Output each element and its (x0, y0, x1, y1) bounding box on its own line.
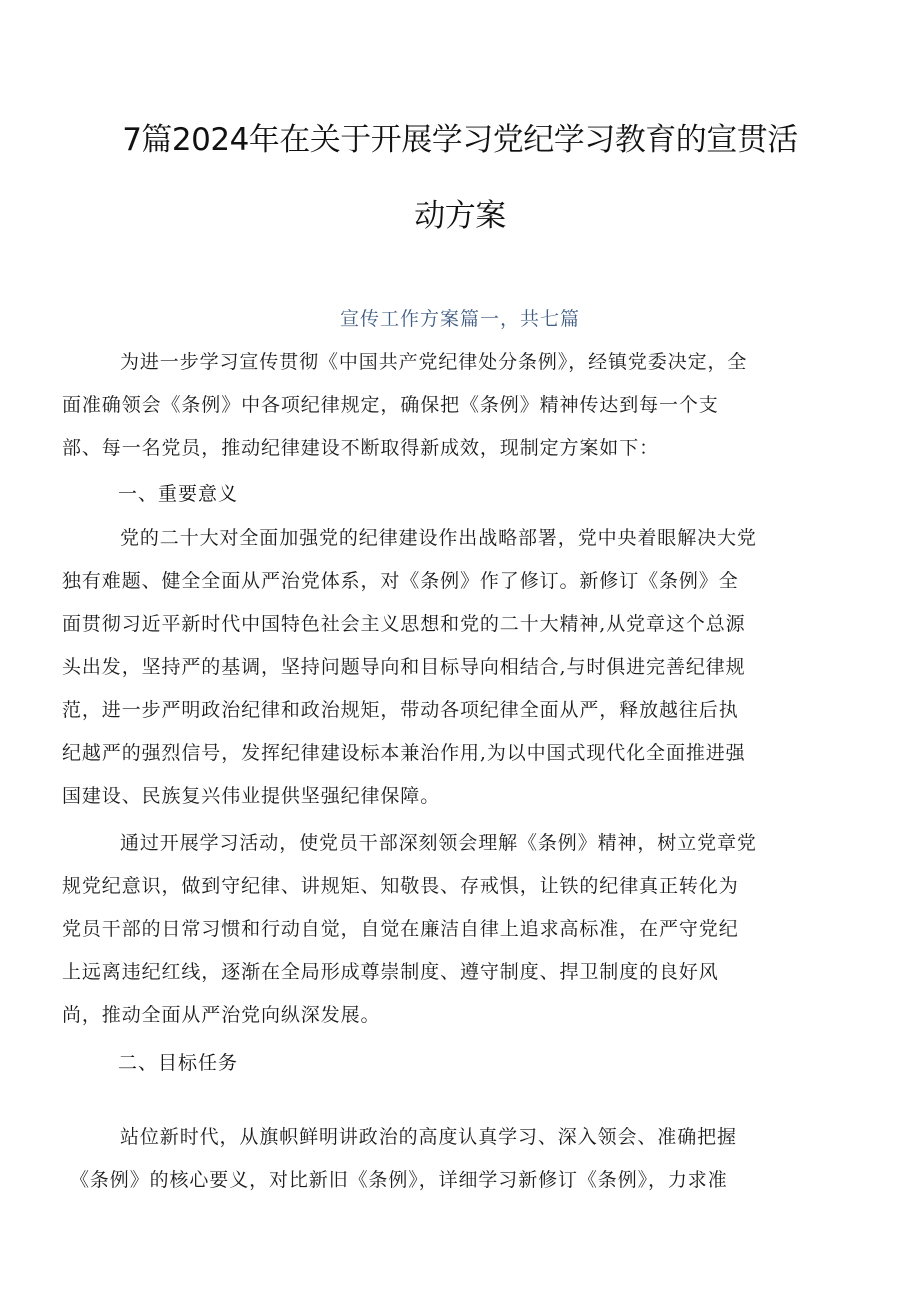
section1-para1-line: 独有难题、健全全面从严治党体系，对《条例》作了修订。新修订《条例》全 (62, 570, 739, 592)
intro-line: 为进一步学习宣传贯彻《中国共产党纪律处分条例》，经镇党委决定，全 (120, 351, 748, 373)
section1-para1-line: 纪越严的强烈信号，发挥纪律建设标本兼治作用,为以中国式现代化全面推进强 (62, 742, 746, 764)
section-heading-2: 二、目标任务 (118, 1052, 239, 1074)
intro-line: 部、每一名党员，推动纪律建设不断取得新成效，现制定方案如下： (62, 437, 660, 459)
section1-para1-line: 头出发，坚持严的基调，坚持问题导向和目标导向相结合,与时俱进完善纪律规 (62, 656, 746, 678)
section1-para2-line: 上远离违纪红线，逐渐在全局形成尊崇制度、遵守制度、捍卫制度的良好风 (62, 961, 719, 983)
document-title-line-2: 动方案 (414, 198, 506, 234)
section1-para2-line: 规党纪意识，做到守纪律、讲规矩、知敬畏、存戒惧，让铁的纪律真正转化为 (62, 875, 739, 897)
section1-para1-line: 面贯彻习近平新时代中国特色社会主义思想和党的二十大精神,从党章这个总源 (62, 613, 746, 635)
section2-para1-line: 站位新时代，从旗帜鲜明讲政治的高度认真学习、深入领会、准确把握 (120, 1126, 737, 1148)
section1-para2-line: 通过开展学习活动，使党员干部深刻领会理解《条例》精神，树立党章党 (120, 832, 757, 854)
section-heading-1: 一、重要意义 (118, 483, 239, 505)
section1-para2-line: 尚，推动全面从严治党向纵深发展。 (62, 1004, 381, 1026)
intro-line: 面准确领会《条例》中各项纪律规定，确保把《条例》精神传达到每一个支 (62, 394, 719, 416)
document-subtitle: 宣传工作方案篇一，共七篇 (339, 308, 580, 330)
section1-para1-line: 党的二十大对全面加强党的纪律建设作出战略部署，党中央着眼解决大党 (120, 527, 757, 549)
section2-para1-line: 《条例》的核心要义，对比新旧《条例》，详细学习新修订《条例》，力求准 (70, 1169, 728, 1191)
section1-para1-line: 国建设、民族复兴伟业提供坚强纪律保障。 (62, 785, 441, 807)
section1-para1-line: 范，进一步严明政治纪律和政治规矩，带动各项纪律全面从严，释放越往后执 (62, 699, 739, 721)
section1-para2-line: 党员干部的日常习惯和行动自觉，自觉在廉洁自律上追求高标准，在严守党纪 (62, 918, 739, 940)
document-title-line-1: 7篇2024年在关于开展学习党纪学习教育的宣贯活 (122, 122, 798, 158)
